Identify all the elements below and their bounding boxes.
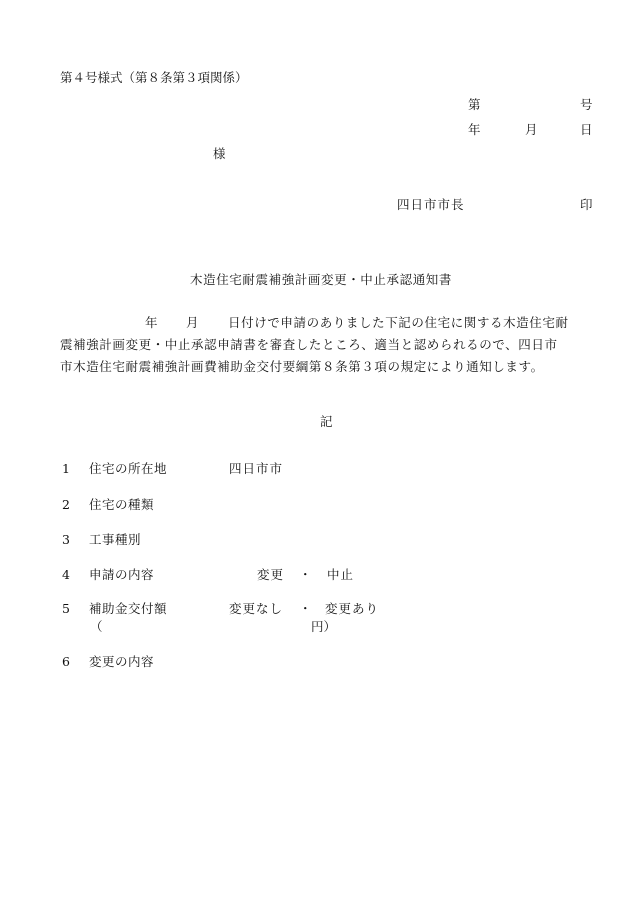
document-title: 木造住宅耐震補強計画変更・中止承認通知書 (190, 272, 453, 287)
body-line1-rest: 日付けで申請のありました下記の住宅に関する木造住宅耐 (228, 315, 569, 330)
doc-number-suffix: 号 (580, 97, 593, 112)
item-6-num: 6 (62, 654, 70, 669)
item-5-paren-close: 円） (311, 619, 337, 634)
item-5-option-changed: 変更あり (325, 601, 380, 616)
item-2-label: 住宅の種類 (89, 497, 155, 512)
body-line-2: 震補強計画変更・中止承認申請書を審査したところ、適当と認められるので、四日市 (60, 337, 558, 352)
item-5-label: 補助金交付額 (89, 601, 168, 616)
date-year: 年 (468, 122, 481, 137)
item-2-num: 2 (62, 497, 70, 512)
body-text (60, 312, 596, 378)
item-4-option-cancel: 中止 (327, 567, 355, 582)
issuer-seal: 印 (580, 197, 593, 212)
item-5-paren-open: （ (90, 619, 103, 634)
item-5-separator: ・ (299, 601, 312, 616)
addressee-suffix: 様 (213, 146, 226, 161)
body-month: 月 (186, 315, 200, 330)
item-3-label: 工事種別 (89, 532, 142, 547)
item-1-label: 住宅の所在地 (89, 461, 168, 476)
item-6-label: 変更の内容 (89, 654, 155, 669)
item-4-separator: ・ (299, 567, 312, 582)
item-1-num: 1 (62, 461, 70, 476)
body-line-1 (60, 312, 596, 334)
body-line-3: 市木造住宅耐震補強計画費補助金交付要綱第８条第３項の規定により通知します。 (60, 359, 544, 374)
doc-number-prefix: 第 (468, 97, 481, 112)
item-5-option-no-change: 変更なし (229, 601, 284, 616)
date-day: 日 (580, 122, 593, 137)
ki-heading: 記 (320, 414, 333, 429)
item-4-label: 申請の内容 (89, 567, 155, 582)
issuer-title: 四日市市長 (397, 197, 465, 212)
date-month: 月 (525, 122, 538, 137)
item-4-num: 4 (62, 567, 70, 582)
item-3-num: 3 (62, 532, 70, 547)
body-year: 年 (145, 315, 159, 330)
item-1-value: 四日市市 (229, 461, 284, 476)
form-label: 第４号様式（第８条第３項関係） (60, 70, 248, 85)
item-5-num: 5 (62, 601, 70, 616)
item-4-option-change: 変更 (257, 567, 285, 582)
